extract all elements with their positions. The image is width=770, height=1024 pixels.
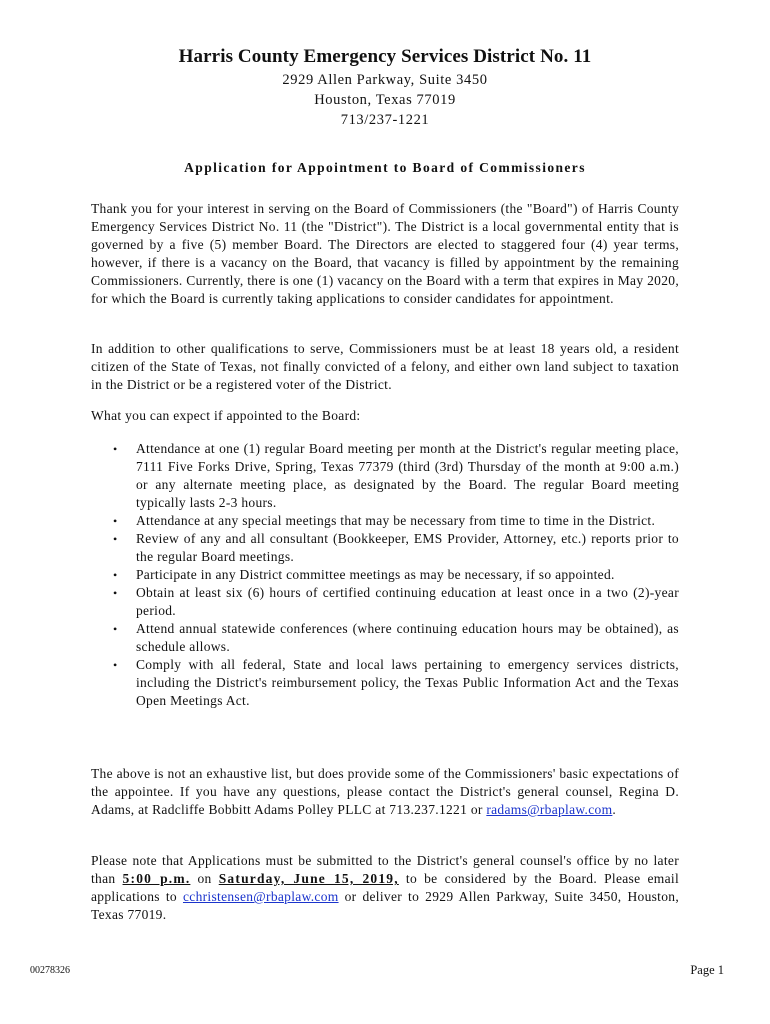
intro-paragraph: Thank you for your interest in serving on the Board of Commissioners (the "Board") of Harris County Emergency Services District No. 11 (the "District"). The District is a local governmental entity that is governed by a five (5) member Board. The Directors are elected to staggered four (4) year terms, however, if there is a vacancy on the Board, that vacancy is filled by appointment by the remaining Commissioners. Currently, there is one (1) vacancy on the Board with a term that expires in May 2020, for which the Board is currently taking applications to consider candidates for appointment. [91,201,679,306]
list-item-text: Obtain at least six (6) hours of certified continuing education at least once in a two (2)-year period. [136,585,679,618]
expectations-intro: What you can expect if appointed to the Board: [91,408,361,423]
list-item-text: Attendance at one (1) regular Board meeting per month at the District's regular meeting place, 7111 Five Forks Drive, Spring, Texas 77379 (third (3rd) Thursday of the month at 9:00 a.m.) or any alternate meeting place, as designated by the Board. The regular Board meeting typically lasts 2-3 hours. [136,441,679,510]
deadline-suffix: or deliver to 2929 Allen Parkway, Suite 3450, Houston, Texas 77019. [91,889,679,922]
counsel-email-link[interactable]: radams@rbaplaw.com [486,802,613,817]
bullet-icon: • [113,622,118,636]
list-item [91,620,679,656]
deadline-paragraph [91,852,679,924]
list-item [91,566,679,584]
bullet-icon: • [113,532,118,546]
address-line-2: Houston, Texas 77019 [314,92,456,108]
list-item [91,584,679,620]
contact-suffix: . [612,802,617,817]
expectations-list [91,440,679,710]
bullet-icon: • [113,514,118,528]
list-item [91,656,679,710]
phone-number: 713/237-1221 [340,112,430,128]
contact-text: The above is not an exhaustive list, but does provide some of the Commissioners' basic expectations of the appointee. If you have any questions, please contact the District's general counsel, Regina D. Adams, at Radcliffe Bobbitt Adams Polley PLLC at 713.237.1221 or [91,766,679,817]
address-line-1: 2929 Allen Parkway, Suite 3450 [282,72,488,88]
list-item [91,512,679,530]
list-item-text: Attend annual statewide conferences (where continuing education hours may be obtained), as schedule allows. [136,621,679,654]
applications-email-link[interactable]: cchristensen@rbaplaw.com [182,889,339,904]
list-item-text: Attendance at any special meetings that may be necessary from time to time in the District. [136,513,656,528]
deadline-text: Please note that Applications must be submitted to the District's general counsel's office by no later than [91,853,679,886]
deadline-date: Saturday, June 15, 2019, [218,871,399,886]
org-name-heading: Harris County Emergency Services District No. 11 [178,46,592,67]
bullet-icon: • [113,568,118,582]
list-item-text: Comply with all federal, State and local laws pertaining to emergency services districts, including the District's reimbursement policy, the Texas Public Information Act and the Texas Open Meetings Act. [136,657,679,708]
list-item-text: Review of any and all consultant (Bookkeeper, EMS Provider, Attorney, etc.) reports prior to the regular Board meetings. [136,531,679,564]
deadline-on: on [190,871,219,886]
list-item [91,440,679,512]
document-id: 00278326 [30,965,70,976]
list-item-text: Participate in any District committee meetings as may be necessary, if so appointed. [136,567,615,582]
deadline-time: 5:00 p.m. [122,871,191,886]
bullet-icon: • [113,586,118,600]
qualifications-paragraph: In addition to other qualifications to serve, Commissioners must be at least 18 years old, a resident citizen of the State of Texas, not finally convicted of a felony, and either own land subject to taxation in the District or be a registered voter of the District. [91,341,679,392]
bullet-icon: • [113,442,118,456]
document-title: Application for Appointment to Board of Commissioners [184,160,586,175]
deadline-middle: to be considered by the Board. Please email applications to [91,871,679,904]
list-item [91,530,679,566]
contact-paragraph [91,765,679,819]
page-number: Page 1 [690,963,724,977]
bullet-icon: • [113,658,118,672]
